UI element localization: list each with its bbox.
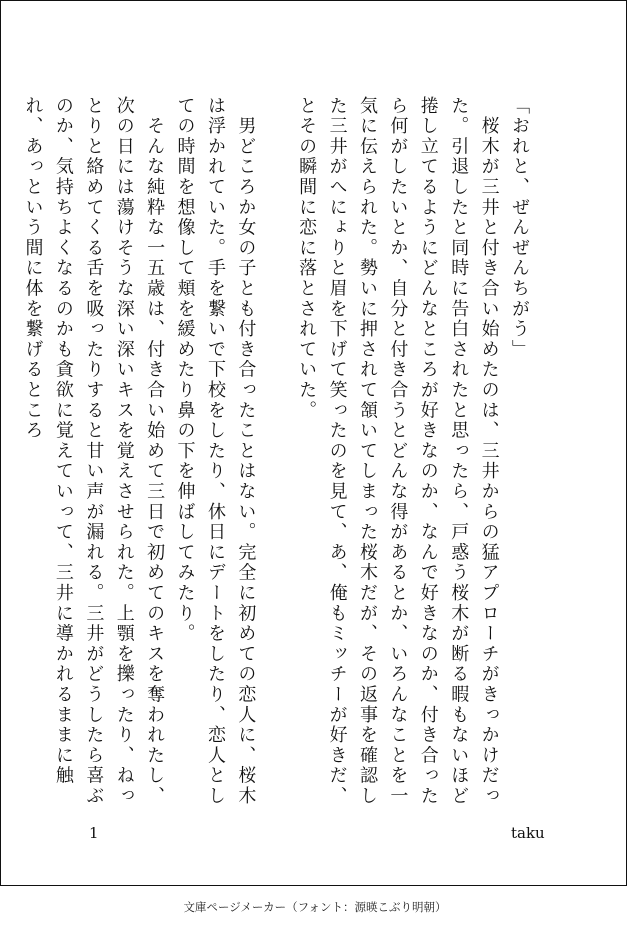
- author-name: taku: [511, 824, 545, 842]
- vertical-text-body: [22, 96, 534, 821]
- paragraph-1: 「おれと、ぜんぜんちがう」: [509, 96, 530, 360]
- paragraph-3: 男どころか女の子とも付き合ったことはない。完全に初めての恋人に、桜木は浮かれていた。手を繋いで下校をしたり、休日にデートをしたり、恋人としての時間を想像して頬を緩めたり鼻の下を伸ばしてみたり。: [174, 96, 257, 807]
- page-number: 1: [89, 824, 99, 842]
- paragraph-2: 桜木が三井と付き合い始めたのは、三井からの猛アプローチがきっかけだった。引退したと同時に告白されたと思ったら、戸惑う桜木が断る暇もないほど捲し立てるようにどんなところが好きなのか、なんで好きなのか、付き合ったら何がしたいとか、自分と付き合うとどんな得があるとか、いろんなことを一気に伝えられた。勢いに押されて頷いてしまった桜木だが、その返事を確認した三井がへにょりと眉を下げて笑ったのを見て、あ、俺もミッチーが好きだ、とその瞬間に恋に落とされていた。: [296, 96, 500, 807]
- generator-caption: 文庫ページメーカー（フォント：源暎こぶり明朝）: [183, 900, 447, 914]
- paragraph-4: そんな純粋な一五歳は、付き合い始めて三日で初めてのキスを奪われたし、次の日には蕩けそうな深い深いキスを覚えさせられた。上顎を擽ったり、ねっとりと絡めてくる舌を吸ったりすると甘い声が漏れる。三井がどうしたら喜ぶのか、気持ちよくなるのかも貪欲に覚えていって、三井に導かれるままに触れ、あっという間に体を繋げるところ: [22, 96, 166, 807]
- blank-line: [260, 96, 290, 821]
